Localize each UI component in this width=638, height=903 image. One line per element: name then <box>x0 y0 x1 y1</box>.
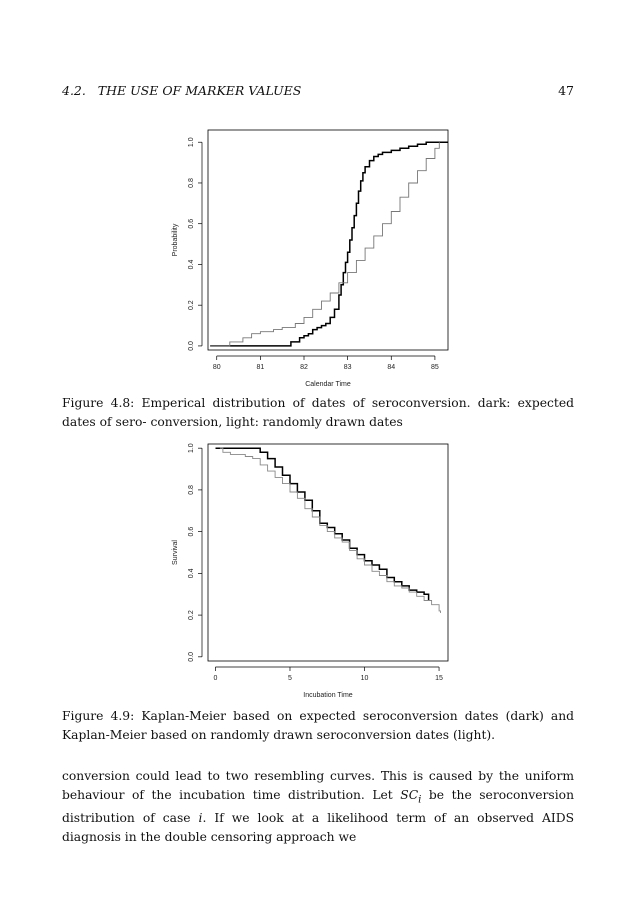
x-tick-label: 0 <box>213 675 218 682</box>
x-tick-label: 84 <box>387 364 396 371</box>
caption-text: Emperical distribution of dates of seroconversion. dark: expected dates of sero- conversion, light: randomly drawn dates <box>62 396 574 429</box>
x-axis-label: Calendar Time <box>305 381 351 388</box>
series-line-light <box>210 142 439 346</box>
caption-text: Kaplan-Meier based on expected seroconversion dates (dark) and Kaplan-Meier based on randomly drawn seroconversion dates (light). <box>62 709 574 742</box>
x-tick-label: 85 <box>431 364 439 371</box>
y-tick-label: 0.2 <box>188 300 195 311</box>
body-paragraph <box>62 767 574 847</box>
y-axis-label: Probability <box>172 223 179 257</box>
x-tick-label: 82 <box>300 364 308 371</box>
y-tick-label: 0.0 <box>188 651 195 662</box>
y-tick-label: 0.8 <box>188 178 195 188</box>
y-tick-label: 0.2 <box>188 610 195 620</box>
section-title: THE USE OF MARKER VALUES <box>97 83 302 98</box>
y-tick-label: 1.0 <box>188 137 195 148</box>
seroconversion-distribution-chart <box>160 120 460 388</box>
figure-4-9-caption <box>62 707 574 745</box>
y-tick-label: 0.0 <box>188 341 195 351</box>
page-number: 47 <box>558 83 574 98</box>
math-i: i <box>198 811 203 826</box>
x-axis-label: Incubation Time <box>303 692 353 699</box>
x-tick-label: 83 <box>343 364 352 371</box>
y-axis-label: Survival <box>172 540 179 565</box>
y-tick-label: 0.6 <box>188 218 195 229</box>
x-tick-label: 15 <box>435 675 443 682</box>
math-sc: SC <box>400 788 419 802</box>
y-tick-label: 0.6 <box>188 526 195 537</box>
caption-label: Figure 4.8: <box>62 396 135 410</box>
figure-4-8-caption <box>62 394 574 432</box>
math-sc-subscript: i <box>418 793 422 806</box>
section-number: 4.2. <box>62 83 86 98</box>
kaplan-meier-chart <box>160 440 460 700</box>
caption-label: Figure 4.9: <box>62 709 135 723</box>
plot-frame <box>208 130 448 350</box>
plot-frame <box>208 444 448 661</box>
body-text-2: be the seroconversion distribution of case <box>62 788 574 826</box>
body-text-3: . If we look at a likelihood term of an observed AIDS diagnosis in the double censoring approach we <box>62 811 574 845</box>
y-tick-label: 0.4 <box>188 259 195 270</box>
y-tick-label: 0.8 <box>188 485 195 495</box>
x-tick-label: 81 <box>256 364 265 371</box>
series-line-light <box>220 448 441 613</box>
series-line-dark <box>210 142 448 346</box>
y-tick-label: 1.0 <box>188 443 195 454</box>
x-tick-label: 5 <box>288 675 292 682</box>
x-tick-label: 80 <box>212 364 221 371</box>
x-tick-label: 10 <box>360 675 369 682</box>
page-header <box>62 83 574 98</box>
body-text-1: conversion could lead to two resembling curves. This is caused by the uniform behaviour of the incubation time distribution. Let <box>62 769 574 802</box>
series-line-dark <box>216 448 429 600</box>
y-tick-label: 0.4 <box>188 568 195 579</box>
